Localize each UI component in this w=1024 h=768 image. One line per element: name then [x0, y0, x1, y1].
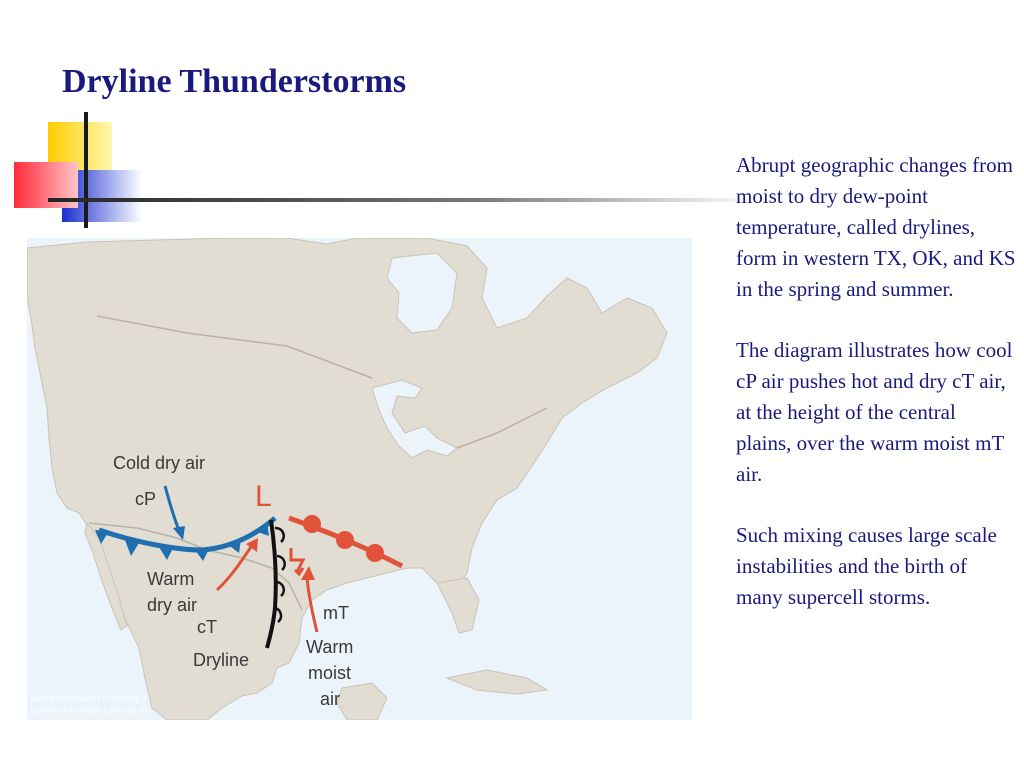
deco-horizontal-line	[48, 198, 758, 202]
warm-dry-air-label-1: Warm	[147, 569, 195, 589]
page-title: Dryline Thunderstorms	[62, 63, 407, 100]
low-pressure-label: L	[255, 480, 272, 513]
title-decoration	[0, 0, 760, 240]
warm-front-bump	[303, 515, 321, 533]
paragraph-drylines: Abrupt geographic changes from moist to dry dew-point temperature, called drylines, form in western TX, OK, and KS in the spring and summer.	[736, 153, 1016, 301]
credit-line-2: division of Thomson Learning, Inc.	[31, 706, 153, 715]
dryline-label: Dryline	[193, 650, 250, 670]
warm-moist-air-label-1: Warm	[306, 637, 354, 657]
cold-dry-air-label: Cold dry air	[113, 453, 206, 473]
ct-label: cT	[197, 617, 217, 637]
warm-moist-air-label-2: moist	[308, 663, 352, 683]
cp-label: cP	[135, 489, 157, 509]
warm-moist-air-label-3: air	[320, 689, 341, 709]
warm-front-bump	[336, 531, 354, 549]
warm-front-bump	[366, 544, 384, 562]
deco-vertical-line	[84, 112, 88, 228]
body-text	[736, 150, 1016, 643]
paragraph-mixing: Such mixing causes large scale instabilities and the birth of many supercell storms.	[736, 523, 997, 609]
paragraph-diagram: The diagram illustrates how cool cP air pushes hot and dry cT air, at the height of the central plains, over the warm moist mT air.	[736, 338, 1013, 486]
credit-line-1: ©2006 Brooks/Cole Publishing a	[31, 694, 147, 703]
north-america-map	[27, 238, 692, 720]
dryline-map	[27, 238, 692, 720]
mt-label: mT	[323, 603, 349, 623]
warm-dry-air-label-2: dry air	[147, 595, 198, 615]
